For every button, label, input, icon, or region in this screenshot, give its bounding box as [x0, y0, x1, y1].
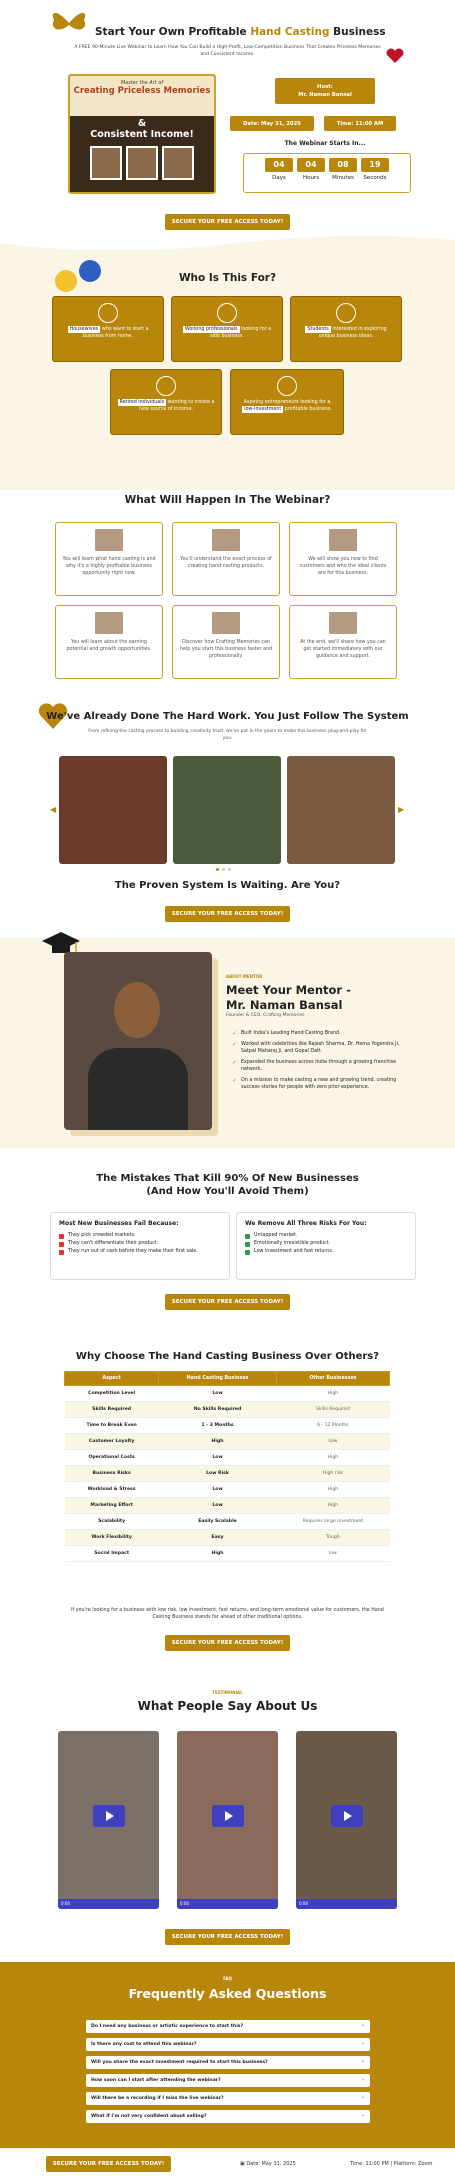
webinar-point-card: You will learn about the earning potential and growth opportunities. — [55, 605, 163, 679]
video-controls[interactable]: 0:00 — [296, 1899, 397, 1909]
chevron-right-icon: › — [361, 2059, 364, 2065]
comparison-title: Why Choose The Hand Casting Business Over Others? — [75, 1351, 380, 1362]
host-name: Mr. Naman Bansal — [298, 92, 352, 98]
chevron-right-icon: › — [361, 2095, 364, 2101]
remove-title: We Remove All Three Risks For You: — [245, 1220, 367, 1227]
starts-in-label: The Webinar Starts In... — [284, 140, 366, 147]
table-cell: 6 - 12 Months — [276, 1418, 389, 1434]
list-item: ✓ Expanded the business across India through a growing franchise network. — [232, 1059, 412, 1073]
fail-title: Most New Businesses Fail Because: — [59, 1220, 179, 1227]
table-cell: low — [276, 1546, 389, 1562]
table-header: Hand Casting Business — [159, 1372, 277, 1386]
webinar-point-card: Discover how Crafting Memories can help you start this business faster and professionally. — [172, 605, 280, 679]
testimonial-video[interactable] — [58, 1731, 159, 1909]
carousel-prev-icon[interactable]: ◀ — [50, 805, 57, 814]
audience-card: Working professionals looking for a side business. — [171, 296, 283, 362]
table-cell: Customer Loyalty — [65, 1434, 159, 1450]
play-icon[interactable] — [331, 1805, 363, 1827]
point-image — [212, 612, 240, 634]
cta-button[interactable]: SECURE YOUR FREE ACCESS TODAY! — [165, 1929, 290, 1945]
poster-title: Creating Priceless Memories — [73, 86, 211, 96]
testimonial-video[interactable] — [177, 1731, 278, 1909]
table-cell: High — [276, 1450, 389, 1466]
chevron-right-icon: › — [361, 2077, 364, 2083]
student-icon — [336, 303, 356, 323]
table-cell: Low — [159, 1498, 277, 1514]
play-icon[interactable] — [212, 1805, 244, 1827]
table-row — [65, 1466, 390, 1482]
countdown-minutes: 08 Minutes — [329, 158, 357, 192]
table-row — [65, 1530, 390, 1546]
video-controls[interactable]: 0:00 — [177, 1899, 278, 1909]
countdown-hours: 04 Hours — [297, 158, 325, 192]
chevron-right-icon: › — [361, 2023, 364, 2029]
table-cell: No Skills Required — [159, 1402, 277, 1418]
point-image — [95, 529, 123, 551]
host-badge — [275, 78, 375, 104]
carousel-slide — [59, 756, 167, 864]
faq-item[interactable]: Will there be a recording if I miss the live webinar? › — [86, 2092, 370, 2105]
point-image — [95, 612, 123, 634]
cta-button[interactable]: SECURE YOUR FREE ACCESS TODAY! — [165, 214, 290, 230]
footer-date: ▣ Date: May 31, 2025 — [240, 2161, 296, 2167]
list-item: They pick crowded markets. — [59, 1232, 221, 1240]
list-item: They can't differentiate their product. — [59, 1240, 221, 1248]
faq-item[interactable]: Do I need any business or artistic experience to start this? › — [86, 2020, 370, 2033]
housewife-icon — [98, 303, 118, 323]
hero-title: Start Your Own Profitable Hand Casting Business — [95, 26, 386, 38]
table-cell: Tough — [276, 1530, 389, 1546]
countdown-seconds: 19 Seconds — [361, 158, 389, 192]
testimonial-video[interactable] — [296, 1731, 397, 1909]
table-cell: Scalability — [65, 1514, 159, 1530]
chevron-right-icon: › — [361, 2041, 364, 2047]
webinar-poster — [68, 74, 216, 194]
table-row — [65, 1482, 390, 1498]
time-badge: Time: 11:00 AM — [324, 116, 396, 131]
table-cell: Easily Scalable — [159, 1514, 277, 1530]
poster-photo — [162, 146, 194, 180]
table-row — [65, 1450, 390, 1466]
table-row — [65, 1386, 390, 1402]
poster-small: Master the Art of — [120, 80, 164, 86]
cta-button[interactable]: SECURE YOUR FREE ACCESS TODAY! — [165, 906, 290, 922]
comparison-note: If you're looking for a business with low risk, low investment, fast returns, and long-term emotional value for customers, the Hand Casting Business stands far ahead of other traditional options. — [71, 1608, 384, 1620]
table-cell: Marketing Effort — [65, 1498, 159, 1514]
cta-button[interactable]: SECURE YOUR FREE ACCESS TODAY! — [165, 1294, 290, 1310]
done-subtitle: From refining the casting process to building creativity trust, we've put in the years to make this business plug-and-play for you. — [88, 729, 367, 741]
webinar-point-card: You will learn what hand casting is and why it's a highly profitable business opportunity right now. — [55, 522, 163, 596]
table-cell: Requires large investment — [276, 1514, 389, 1530]
mentor-role: Founder & CEO, Crafting Memories — [226, 1013, 305, 1018]
faq-item[interactable]: How soon can I start after attending the webinar? › — [86, 2074, 370, 2087]
point-image — [212, 529, 240, 551]
list-item: Low investment and fast returns. — [245, 1248, 407, 1256]
list-item: ✓ Worked with celebrities like Rajesh Sharma, Dr. Hema Yogendra Ji, Satpal Maharaj Ji, and Gopal Datt. — [232, 1041, 412, 1055]
table-row — [65, 1546, 390, 1562]
table-cell: Business Risks — [65, 1466, 159, 1482]
table-cell: Low — [159, 1386, 277, 1402]
table-cell: Competition Level — [65, 1386, 159, 1402]
proven-title: The Proven System Is Waiting. Are You? — [114, 880, 341, 891]
cta-button[interactable]: SECURE YOUR FREE ACCESS TODAY! — [165, 1635, 290, 1651]
carousel-next-icon[interactable]: ▶ — [398, 805, 405, 814]
table-cell: High — [276, 1482, 389, 1498]
table-cell: Easy — [159, 1530, 277, 1546]
table-cell: High — [159, 1434, 277, 1450]
table-cell: Skills Required — [276, 1402, 389, 1418]
audience-card: Housewives who want to start a business from home. — [52, 296, 164, 362]
carousel-dots[interactable] — [216, 868, 231, 871]
table-row — [65, 1434, 390, 1450]
poster-amp: & — [137, 118, 147, 129]
table-cell: Low — [276, 1434, 389, 1450]
table-header: Aspect — [65, 1372, 159, 1386]
list-item: Untapped market. — [245, 1232, 407, 1240]
table-cell: Work Flexibility — [65, 1530, 159, 1546]
poster-title2: Consistent Income! — [90, 129, 194, 140]
mistakes-title: The Mistakes That Kill 90% Of New Businesses (And How You'll Avoid Them) — [96, 1173, 359, 1197]
chevron-right-icon: › — [361, 2113, 364, 2119]
faq-item[interactable]: What if I'm not very confident about selling? › — [86, 2110, 370, 2123]
risk-removal-box — [236, 1212, 416, 1280]
host-label: Host: — [317, 84, 333, 90]
table-cell: Low Risk — [159, 1466, 277, 1482]
table-cell: Social Impact — [65, 1546, 159, 1562]
mentor-label: ABOUT MENTOR — [226, 974, 263, 979]
point-image — [329, 612, 357, 634]
comparison-table — [64, 1371, 390, 1562]
fail-reasons-box — [50, 1212, 230, 1280]
table-row — [65, 1498, 390, 1514]
table-cell: Skills Required — [65, 1402, 159, 1418]
table-cell: Low — [159, 1482, 277, 1498]
done-title: We've Already Done The Hard Work. You Just Follow The System — [46, 711, 409, 722]
table-cell: High — [276, 1498, 389, 1514]
table-cell: Time to Break Even — [65, 1418, 159, 1434]
list-item: Emotionally irresistible product. — [245, 1240, 407, 1248]
who-title: Who Is This For? — [178, 272, 277, 284]
table-cell: 1 - 3 Months — [159, 1418, 277, 1434]
table-cell: Operational Costs — [65, 1450, 159, 1466]
table-row — [65, 1402, 390, 1418]
testimonial-title: What People Say About Us — [137, 1699, 318, 1713]
mentor-title: Meet Your Mentor - Mr. Naman Bansal — [226, 983, 351, 1012]
poster-photo — [126, 146, 158, 180]
carousel-slide — [287, 756, 395, 864]
faq-item[interactable]: Is there any cost to attend this webinar? › — [86, 2038, 370, 2051]
audience-card: Aspiring entrepreneurs looking for a low-investment profitable business. — [230, 369, 344, 435]
table-cell: High — [159, 1546, 277, 1562]
faq-item[interactable]: Will you share the exact investment required to start this business? › — [86, 2056, 370, 2069]
faq-title: Frequently Asked Questions — [128, 1986, 327, 2001]
table-header: Other Businesses — [276, 1372, 389, 1386]
date-badge: Date: May 31, 2025 — [230, 116, 314, 131]
footer-time-platform: Time: 11:00 PM | Platform: Zoom — [350, 2161, 433, 2167]
heart-icon — [386, 48, 404, 64]
list-item: They run out of cash before they make their first sale. — [59, 1248, 221, 1256]
audience-card: Students interested in exploring unique business ideas. — [290, 296, 402, 362]
list-item: ✓ On a mission to make casting a new and growing trend, creating success stories for people with zero prior experience. — [232, 1077, 412, 1091]
point-image — [329, 529, 357, 551]
entrepreneur-icon — [277, 376, 297, 396]
testimonial-label: TESTIMONIAL — [212, 1690, 243, 1695]
calendar-icon: ▣ — [240, 2161, 245, 2167]
webinar-point-card: You'll understand the exact process of creating hand casting products. — [172, 522, 280, 596]
what-title: What Will Happen In The Webinar? — [124, 494, 331, 506]
mentor-photo — [64, 952, 212, 1130]
video-controls[interactable]: 0:00 — [58, 1899, 159, 1909]
countdown-days: 04 Days — [265, 158, 293, 192]
table-row — [65, 1418, 390, 1434]
webinar-point-card: At the end, we'll share how you can get started immediately with our guidance and support. — [289, 605, 397, 679]
table-cell: Low — [159, 1450, 277, 1466]
faq-label: FAQ — [223, 1976, 232, 1981]
table-cell: High risk — [276, 1466, 389, 1482]
audience-card: Retired individuals wanting to create a new source of income. — [110, 369, 222, 435]
hero-subtitle: A FREE 90-Minute Live Webinar to Learn How You Can Build a High-Profit, Low-Competition Business That Creates Priceless Memories and Consistent Income. — [74, 45, 381, 57]
countdown-timer — [243, 153, 411, 193]
play-icon[interactable] — [93, 1805, 125, 1827]
retired-icon — [156, 376, 176, 396]
webinar-point-card: We will show you how to find customers and who the ideal clients are for this business. — [289, 522, 397, 596]
cta-button[interactable]: SECURE YOUR FREE ACCESS TODAY! — [46, 2156, 171, 2172]
carousel-slide — [173, 756, 281, 864]
table-cell: High — [276, 1386, 389, 1402]
table-row — [65, 1514, 390, 1530]
butterfly-icon — [50, 8, 88, 38]
table-cell: Workload & Stress — [65, 1482, 159, 1498]
table-header-row — [65, 1372, 390, 1386]
mentor-points — [232, 1030, 412, 1095]
poster-photo — [90, 146, 122, 180]
professional-icon — [217, 303, 237, 323]
list-item: ✓ Built India's Leading Hand Casting Brand. — [232, 1030, 412, 1037]
